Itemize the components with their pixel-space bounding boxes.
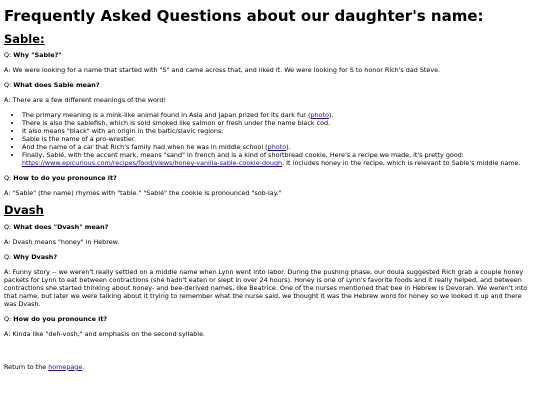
list-item: • There is also the sablefish, which is sold smoked like salmon or fresh under the name black cod.	[22, 119, 536, 127]
question-text: How do you pronounce it?	[13, 314, 108, 323]
question-text: Why Dvash?	[13, 252, 58, 261]
answer: A: There are a few different meanings of the word!	[4, 96, 167, 105]
answer: A: We were looking for a name that started with "S" and came across that, and liked it. We were looking for S to honor Rich's dad Steve.	[4, 66, 441, 75]
footer: Return to the homepage.	[4, 362, 85, 371]
photo-link[interactable]: photo	[310, 111, 329, 120]
photo-link[interactable]: photo	[267, 143, 287, 152]
question-text: What does "Dvash" mean?	[13, 222, 109, 231]
sable-heading: Sable:	[4, 31, 45, 46]
list-item: • Finally, Sablé, with the accent mark, means "sand" in french and is a kind of shortbread cookie. Here's a recipe we made, it's pretty good: https://www.epicurious.com/recipes/food/views/honey-vanilla-sable-cookie-dough. It includes honey in the recipe, which is relevant to Sable's middle name.	[22, 151, 536, 167]
question-prefix: Q:	[4, 51, 12, 60]
question	[4, 223, 536, 231]
meanings-list	[4, 111, 536, 167]
question-prefix: Q:	[4, 222, 12, 231]
list-item: • It also means "black" with an origin in the baltic/slavic regions.	[22, 127, 536, 135]
question	[4, 51, 536, 59]
question-prefix: Q:	[4, 174, 12, 183]
list-item: • And the name of a car that Rich's family had when he was in middle school (photo).	[22, 143, 536, 151]
answer: A: Funny story -- we weren't really settled on a middle name when Lynn went into labor. During the pushing phase, our doula suggested Rich grab a couple honey packets for Lynn to eat between contractions (she hadn't eaten or slept in over 24 hours). Honey is one of Lynn's favorite foods and it really helped, and between contractions she started thinking about honey- and bee-derived names, like Beatrice. One of the nurses mentioned that bee in Hebrew is Devorah. We weren't into that name, but later we were talking about it trying to remember what the nurse said, we thought it was the Hebrew word for honey so we looked it up and there was Dvash.	[4, 267, 528, 308]
question	[4, 81, 536, 89]
spacer	[4, 345, 536, 363]
question-text: What does Sable mean?	[13, 81, 100, 90]
answer: A: Dvash means "honey" in Hebrew.	[4, 237, 120, 246]
question	[4, 253, 536, 261]
question-prefix: Q:	[4, 314, 12, 323]
question-prefix: Q:	[4, 81, 12, 90]
question-prefix: Q:	[4, 252, 12, 261]
question-text: How to do you pronounce it?	[13, 174, 117, 183]
list-item: • The primary meaning is a mink-like animal found in Asia and Japan prized for its dark fur (photo).	[22, 111, 536, 119]
answer: A: "Sable" (the name) rhymes with "table." "Sablé" the cookie is pronounced "sob-lay."	[4, 189, 282, 198]
question-text: Why "Sable?"	[13, 51, 62, 60]
page-title: Frequently Asked Questions about our daughter's name:	[4, 7, 484, 25]
dvash-heading: Dvash	[4, 203, 44, 218]
question	[4, 315, 536, 323]
list-item: • Sable is the name of a pro-wrestler.	[22, 135, 536, 143]
homepage-link[interactable]: homepage	[48, 362, 83, 371]
answer: A: Kinda like "deh-vosh," and emphasis on the second syllable.	[4, 329, 206, 338]
recipe-link[interactable]: https://www.epicurious.com/recipes/food/views/honey-vanilla-sable-cookie-dough	[22, 159, 283, 168]
question	[4, 174, 536, 182]
